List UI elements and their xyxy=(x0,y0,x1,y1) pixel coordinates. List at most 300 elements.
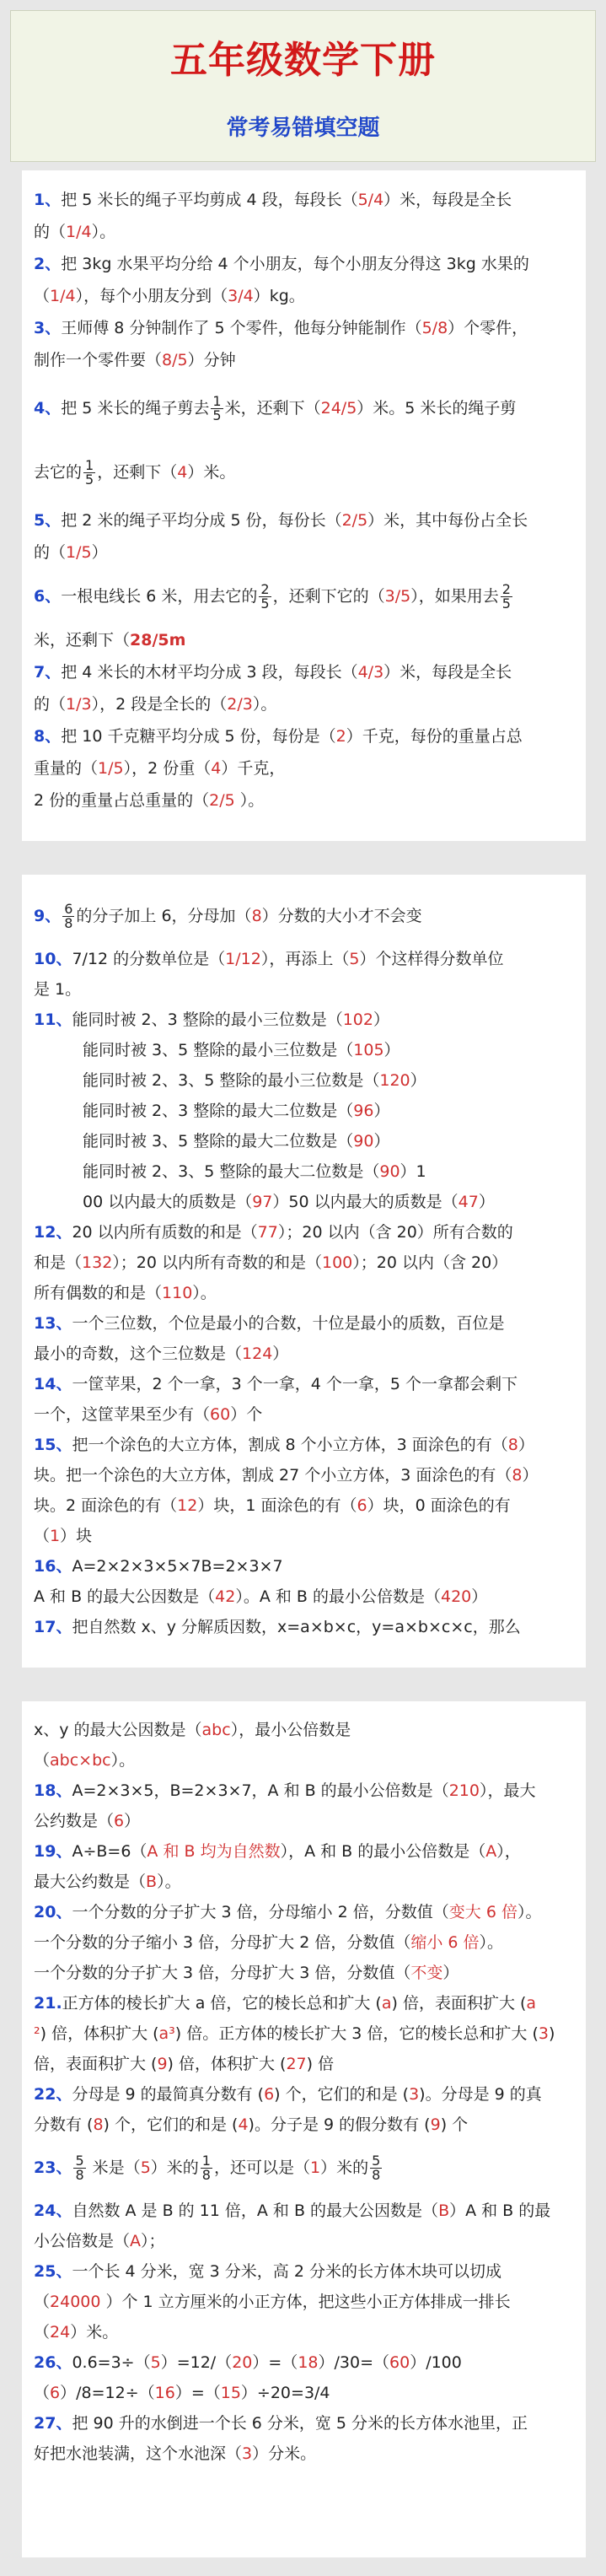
answer-text: 2 xyxy=(335,727,346,746)
question-text: 一个分数的分子缩小 3 倍，分母扩大 2 倍，分数值（ xyxy=(34,1933,411,1952)
question-text: 一筐苹果，2 个一拿，3 个一拿，4 个一拿，5 个一拿都会剩下 xyxy=(72,1375,518,1393)
question-text: 所有偶数的和是（ xyxy=(34,1284,163,1302)
answer-text: 3 xyxy=(409,2085,420,2104)
question-line xyxy=(34,1776,577,1806)
question-number: 12、 xyxy=(34,1223,72,1242)
fraction xyxy=(501,583,512,611)
question-line xyxy=(34,248,577,280)
answer-text: 6 xyxy=(114,1812,125,1830)
question-line xyxy=(34,1612,577,1642)
question-line xyxy=(34,1867,577,1897)
question-text: 把 5 米长的绳子剪去 xyxy=(61,399,210,418)
question-text: （ xyxy=(34,2323,51,2342)
question-text: ），A 和 B 的最小公倍数是（ xyxy=(280,1842,486,1861)
question-number: 11、 xyxy=(34,1010,72,1029)
question-line xyxy=(34,1836,577,1867)
question-text: 倍，表面积扩大 ( xyxy=(34,2055,158,2073)
question-line xyxy=(34,504,577,536)
answer-text: 12 xyxy=(177,1496,198,1515)
answer-text: 96 xyxy=(353,1102,374,1120)
answer-text: 1/5 xyxy=(98,759,124,778)
question-text: 能同时被 3、5 整除的最大二位数是（ xyxy=(83,1132,354,1151)
question-text: 分数有 ( xyxy=(34,2115,94,2134)
answer-text: 1 xyxy=(310,2158,321,2177)
question-text: 米是（ xyxy=(87,2158,141,2177)
question-line xyxy=(34,2317,577,2347)
question-number: 5、 xyxy=(34,511,62,530)
question-line xyxy=(34,2439,577,2469)
answer-text: 不变 xyxy=(410,1964,443,1982)
question-text: 00 以内最大的质数是（ xyxy=(83,1193,253,1211)
answer-text: 15 xyxy=(220,2384,241,2402)
question-text: 把 10 千克糖平均分成 5 份，每份是（ xyxy=(61,727,336,746)
question-line xyxy=(34,720,577,752)
question-text: ）米。 xyxy=(187,463,236,482)
question-number: 9、 xyxy=(34,907,62,925)
answer-text: 60 xyxy=(389,2353,410,2372)
question-text: ），2 段是全长的（ xyxy=(91,695,228,714)
answer-text: 3/5 xyxy=(384,587,411,606)
question-text: 把 4 米长的木材平均分成 3 段，每段长（ xyxy=(61,663,358,682)
answer-text: 100 xyxy=(322,1253,353,1272)
question-text: 把 90 升的水倒进一个长 6 分米，宽 5 分米的长方体水池里，正 xyxy=(72,2414,528,2433)
question-number: 4、 xyxy=(34,399,62,418)
question-text: 能同时被 2、3、5 整除的最小三位数是（ xyxy=(83,1071,380,1090)
question-text: ）块，1 面涂色的有（ xyxy=(197,1496,357,1515)
question-text: ）个 1 立方厘米的小正方体，把这些小正方体排成一排长 xyxy=(100,2293,511,2311)
question-line xyxy=(34,1126,577,1156)
fraction-numerator: 1 xyxy=(85,457,94,473)
question-number: 26、 xyxy=(34,2353,72,2372)
question-text: ）/8=12÷（ xyxy=(60,2384,155,2402)
question-text: （ xyxy=(34,2293,51,2311)
question-line xyxy=(34,2408,577,2439)
question-text: ） xyxy=(373,1132,390,1151)
question-line xyxy=(34,2140,577,2196)
answer-text: 6 xyxy=(50,2384,61,2402)
answer-text: 4 xyxy=(211,759,222,778)
question-line xyxy=(34,656,577,688)
question-line xyxy=(34,1521,577,1551)
question-text: 把 5 米长的绳子平均剪成 4 段，每段长（ xyxy=(61,191,358,209)
question-text: 把一个涂色的大立方体，割成 8 个小立方体，3 面涂色的有（ xyxy=(72,1436,508,1454)
answer-text: 9 xyxy=(157,2055,168,2073)
question-text: ）50 以内最大的质数是（ xyxy=(272,1193,459,1211)
answer-text: 5 xyxy=(140,2158,151,2177)
question-line xyxy=(34,1308,577,1339)
question-text: ）。 xyxy=(479,1933,504,1952)
question-text: ）÷20=3/4 xyxy=(240,2384,330,2402)
answer-text: 105 xyxy=(353,1041,384,1059)
question-number: 18、 xyxy=(34,1781,72,1800)
question-line xyxy=(34,2378,577,2408)
answer-text: 8/5 xyxy=(162,351,188,369)
question-text: 的（ xyxy=(34,543,67,562)
fraction xyxy=(201,2154,212,2182)
question-text: 块。2 面涂色的有（ xyxy=(34,1496,178,1515)
question-text: ）分米。 xyxy=(252,2444,317,2463)
question-number: 2、 xyxy=(34,255,62,273)
question-text: ）， xyxy=(496,1842,521,1861)
answer-text: a xyxy=(381,1994,392,2013)
question-text: ）A 和 B 的最 xyxy=(449,2201,551,2220)
question-line xyxy=(34,1339,577,1369)
question-text: 自然数 A 是 B 的 11 倍，A 和 B 的最大公因数是（ xyxy=(72,2201,439,2220)
question-number: 10、 xyxy=(34,950,72,968)
answer-text: 6 xyxy=(264,2085,275,2104)
fraction-denominator: 8 xyxy=(201,2167,211,2183)
question-text: ） xyxy=(272,1345,289,1363)
question-text: ）千克， xyxy=(221,759,286,778)
question-text: ）米，每段是全长 xyxy=(383,663,512,682)
question-text: ） xyxy=(410,1071,426,1090)
question-line xyxy=(34,1096,577,1126)
answer-text: 97 xyxy=(252,1193,273,1211)
answer-text: 16 xyxy=(154,2384,175,2402)
answer-text: 1/5 xyxy=(66,543,92,562)
question-text: ，还剩下（ xyxy=(97,463,178,482)
question-line xyxy=(34,2079,577,2110)
question-text: 去它的 xyxy=(34,463,83,482)
question-text: 正方体的棱长扩大 a 倍，它的棱长总和扩大 ( xyxy=(62,1994,382,2013)
question-text: ） xyxy=(471,1587,488,1606)
question-text: 的（ xyxy=(34,223,67,241)
question-text: 把 2 米的绳子平均分成 5 份，每份长（ xyxy=(61,511,342,530)
answer-text: 420 xyxy=(441,1587,472,1606)
question-number: 23、 xyxy=(34,2158,72,2177)
fraction xyxy=(259,583,271,611)
fraction-numerator: 5 xyxy=(75,2153,84,2169)
question-line xyxy=(34,1927,577,1958)
question-line xyxy=(34,1217,577,1248)
answer-text: 5/8 xyxy=(421,319,448,337)
answer-text: 6 xyxy=(357,1496,367,1515)
question-text: 一个，这筐苹果至少有（ xyxy=(34,1405,211,1424)
question-text: )。分子是 9 的假分数有 ( xyxy=(248,2115,431,2134)
question-line xyxy=(34,536,577,569)
question-text: ）分数的大小才不会变 xyxy=(261,907,422,925)
question-text: 一个分数的分子扩大 3 倍，分母缩小 2 倍，分数值（ xyxy=(72,1903,449,1921)
fraction xyxy=(62,903,74,930)
question-line xyxy=(34,2226,577,2256)
question-line xyxy=(34,1278,577,1308)
question-text: ）。 xyxy=(234,791,265,810)
question-line xyxy=(34,1745,577,1776)
question-text: 公约数是（ xyxy=(34,1812,115,1830)
answer-text: 8 xyxy=(93,2115,104,2134)
answer-text: 变大 6 倍 xyxy=(448,1903,518,1921)
answer-text: B xyxy=(146,1873,158,1891)
question-number: 19、 xyxy=(34,1842,72,1861)
fraction-denominator: 8 xyxy=(75,2167,84,2183)
question-text: 的分子加上 6，分母加（ xyxy=(76,907,252,925)
answer-text: 1/3 xyxy=(66,695,92,714)
question-text: ）个这样得分数单位 xyxy=(359,950,504,968)
question-line xyxy=(34,2287,577,2317)
question-line xyxy=(34,1430,577,1460)
answer-text: 210 xyxy=(448,1781,480,1800)
question-number: 25、 xyxy=(34,2262,72,2281)
question-text: ），再添上（ xyxy=(260,950,350,968)
answer-text: 3/4 xyxy=(228,287,254,305)
question-text: ）米的 xyxy=(320,2158,369,2177)
fraction-numerator: 6 xyxy=(64,901,73,917)
question-number: 21. xyxy=(34,1994,62,2013)
answer-text: 1 xyxy=(50,1527,61,1545)
answer-text: a xyxy=(526,1994,537,2013)
answer-text: 8 xyxy=(512,1466,523,1485)
question-line xyxy=(34,1065,577,1096)
question-number: 22、 xyxy=(34,2085,72,2104)
answer-text: 3 xyxy=(242,2444,253,2463)
question-text: ）。 xyxy=(252,695,277,714)
fraction-denominator: 5 xyxy=(212,407,222,423)
answer-text: 24000 xyxy=(50,2293,101,2311)
question-text: 一个分数的分子扩大 3 倍，分母扩大 3 倍，分数值（ xyxy=(34,1964,411,1982)
question-text: ）个 xyxy=(230,1405,263,1424)
answer-text: 102 xyxy=(342,1010,373,1029)
question-text: 制作一个零件要（ xyxy=(34,351,163,369)
question-text: ）米的 xyxy=(150,2158,199,2177)
answer-text: 90 xyxy=(379,1162,400,1181)
question-text: ），如果用去 xyxy=(410,587,499,606)
question-text: ) 倍，体积扩大 ( xyxy=(167,2055,287,2073)
answer-text: 24 xyxy=(50,2323,71,2342)
question-line xyxy=(34,944,577,974)
question-line xyxy=(34,2347,577,2378)
answer-text: 20 xyxy=(232,2353,253,2372)
fraction-numerator: 1 xyxy=(212,393,222,409)
answer-text: 18 xyxy=(298,2353,319,2372)
answer-text: 42 xyxy=(215,1587,236,1606)
fraction-numerator: 1 xyxy=(201,2153,211,2169)
question-text: 最小的奇数，这个三位数是（ xyxy=(34,1345,243,1363)
question-line xyxy=(34,184,577,216)
question-text: ） xyxy=(373,1010,389,1029)
question-text: 能同时被 2、3 整除的最小三位数是（ xyxy=(72,1010,343,1029)
fraction-denominator: 5 xyxy=(501,595,511,612)
fraction-numerator: 5 xyxy=(372,2153,381,2169)
answer-text: 1/4 xyxy=(66,223,92,241)
question-text: ）。 xyxy=(110,1751,136,1770)
question-text: A=2×3×5，B=2×3×7，A 和 B 的最小公倍数是（ xyxy=(72,1781,449,1800)
question-text: ）分钟 xyxy=(187,351,236,369)
answer-text: 24/5 xyxy=(320,399,357,418)
question-line xyxy=(34,344,577,376)
answer-text: 90 xyxy=(353,1132,374,1151)
question-text: ）； xyxy=(141,2232,165,2250)
fraction xyxy=(73,2154,85,2182)
question-line xyxy=(34,2256,577,2287)
question-text: ）kg。 xyxy=(253,287,305,305)
answer-text: a³ xyxy=(158,2024,175,2043)
question-line xyxy=(34,2049,577,2079)
question-line xyxy=(34,1582,577,1612)
question-line xyxy=(34,1187,577,1217)
question-number: 15、 xyxy=(34,1436,72,1454)
question-text: ），每个小朋友分到（ xyxy=(75,287,228,305)
question-line xyxy=(34,1958,577,1988)
answer-text: 2/5 xyxy=(341,511,368,530)
question-line xyxy=(34,440,577,504)
fraction-numerator: 2 xyxy=(501,581,511,597)
question-text: 一个三位数，个位是最小的合数，十位是最小的质数，百位是 xyxy=(72,1314,505,1333)
question-text: ）米，每段是全长 xyxy=(383,191,512,209)
question-line xyxy=(34,1551,577,1582)
fraction-denominator: 8 xyxy=(372,2167,381,2183)
question-line xyxy=(34,624,577,656)
question-number: 6、 xyxy=(34,587,62,606)
question-number: 24、 xyxy=(34,2201,72,2220)
question-text: 米，还剩下（ xyxy=(224,399,321,418)
question-text: ）米。5 米长的绳子剪 xyxy=(357,399,517,418)
question-text: 米，还剩下（ xyxy=(34,631,131,649)
question-line xyxy=(34,2110,577,2140)
answer-text: 9 xyxy=(430,2115,441,2134)
fraction-denominator: 8 xyxy=(64,915,73,931)
question-line xyxy=(34,1988,577,2018)
answer-text: B xyxy=(438,2201,450,2220)
fraction xyxy=(211,395,223,423)
question-text: 重量的（ xyxy=(34,759,99,778)
question-text: ）/100 xyxy=(410,2353,462,2372)
question-text: （ xyxy=(34,1751,51,1770)
question-text: 的（ xyxy=(34,695,67,714)
question-line xyxy=(34,1035,577,1065)
question-number: 3、 xyxy=(34,319,62,337)
question-text: ） xyxy=(383,1041,400,1059)
answer-text: abc xyxy=(201,1721,231,1739)
question-text: ) 个 xyxy=(440,2115,469,2134)
question-line xyxy=(34,216,577,248)
fraction xyxy=(370,2154,382,2182)
question-text: ）=（ xyxy=(174,2384,221,2402)
question-text: （ xyxy=(34,287,51,305)
question-line xyxy=(34,888,577,944)
question-text: 分母是 9 的最简真分数有 ( xyxy=(72,2085,265,2104)
question-text: 小公倍数是（ xyxy=(34,2232,131,2250)
question-text: ） xyxy=(91,543,108,562)
answer-text: 4/3 xyxy=(357,663,384,682)
question-number: 7、 xyxy=(34,663,62,682)
question-text: ）块 xyxy=(60,1527,93,1545)
question-line xyxy=(34,1715,577,1745)
question-text: ）块，0 面涂色的有 xyxy=(367,1496,511,1515)
answer-text: 47 xyxy=(458,1193,479,1211)
question-text: ）米，其中每份占全长 xyxy=(367,511,528,530)
question-line xyxy=(34,312,577,344)
question-number: 13、 xyxy=(34,1314,72,1333)
question-number: 1、 xyxy=(34,191,62,209)
question-text: ）。 xyxy=(157,1873,181,1891)
question-text: ） xyxy=(124,1812,141,1830)
answer-text: 1/4 xyxy=(50,287,76,305)
question-number: 8、 xyxy=(34,727,62,746)
answer-text: A 和 B 均为自然数 xyxy=(147,1842,281,1861)
question-line xyxy=(34,1897,577,1927)
answer-text: ² xyxy=(34,2024,40,2043)
question-text: ）/30=（ xyxy=(318,2353,389,2372)
question-text: 和是（ xyxy=(34,1253,83,1272)
answer-text: 1/12 xyxy=(225,950,261,968)
answer-text: abc×bc xyxy=(50,1751,111,1770)
answer-text: 4 xyxy=(177,463,188,482)
question-card-3 xyxy=(22,1701,586,2557)
question-number: 14、 xyxy=(34,1375,72,1393)
question-card-2 xyxy=(22,875,586,1668)
question-text: ） xyxy=(442,1964,459,1982)
question-text: ）；20 以内所有奇数的和是（ xyxy=(112,1253,322,1272)
answer-text: 27 xyxy=(286,2055,307,2073)
answer-text: 2/5 xyxy=(209,791,235,810)
question-line xyxy=(34,1806,577,1836)
answer-text: 110 xyxy=(162,1284,193,1302)
question-text: ，还可以是（ xyxy=(213,2158,310,2177)
question-text: ）=（ xyxy=(252,2353,298,2372)
answer-text: 120 xyxy=(379,1071,410,1090)
question-text: 把自然数 x、y 分解质因数，x=a×b×c，y=a×b×c×c，那么 xyxy=(72,1618,521,1636)
fraction-numerator: 2 xyxy=(260,581,270,597)
header-banner xyxy=(10,10,596,162)
answer-text: A xyxy=(130,2232,142,2250)
question-text: ） xyxy=(518,1436,534,1454)
fraction-denominator: 5 xyxy=(260,595,270,612)
question-text: ) 倍，表面积扩大 ( xyxy=(391,1994,527,2013)
question-text: 把 3kg 水果平均分给 4 个小朋友，每个小朋友分得这 3kg 水果的 xyxy=(61,255,529,273)
question-text: ），最小公倍数是 xyxy=(230,1721,351,1739)
question-text: ） xyxy=(522,1466,539,1485)
question-line xyxy=(34,376,577,440)
question-text: ） xyxy=(478,1193,495,1211)
question-line xyxy=(34,1490,577,1521)
question-text: 是 1。 xyxy=(34,980,82,999)
answer-bold: 28/5m xyxy=(130,631,186,649)
answer-text: 124 xyxy=(242,1345,273,1363)
answer-text: 5 xyxy=(349,950,360,968)
answer-text: 4 xyxy=(238,2115,249,2134)
question-number: 17、 xyxy=(34,1618,72,1636)
answer-text: 5 xyxy=(150,2353,161,2372)
question-text: ）1 xyxy=(400,1162,426,1181)
question-text: ) 倍，体积扩大 ( xyxy=(40,2024,159,2043)
answer-text: 5/4 xyxy=(357,191,384,209)
question-text: 一个长 4 分米，宽 3 分米，高 2 分米的长方体木块可以切成 xyxy=(72,2262,501,2281)
question-line xyxy=(34,974,577,1005)
answer-text: A xyxy=(485,1842,497,1861)
question-text: A=2×2×3×5×7B=2×3×7 xyxy=(72,1557,283,1576)
question-line xyxy=(34,752,577,784)
answer-text: 缩小 6 倍 xyxy=(410,1933,480,1952)
question-line xyxy=(34,688,577,720)
question-text: A÷B=6（ xyxy=(72,1842,147,1861)
question-number: 20、 xyxy=(34,1903,72,1921)
answer-text: 2/3 xyxy=(227,695,253,714)
question-text: x、y 的最大公因数是（ xyxy=(34,1721,202,1739)
question-text: )。分母是 9 的真 xyxy=(419,2085,542,2104)
question-text: ）千克，每份的重量占总 xyxy=(346,727,523,746)
question-line xyxy=(34,569,577,624)
question-text: ）=12/（ xyxy=(160,2353,233,2372)
question-text: （ xyxy=(34,1527,51,1545)
question-text: 最大公约数是（ xyxy=(34,1873,147,1891)
question-text: ）个零件， xyxy=(448,319,528,337)
answer-text: 60 xyxy=(210,1405,231,1424)
question-text: ）。 xyxy=(91,223,116,241)
question-text: ）；20 以内（含 20） xyxy=(352,1253,508,1272)
question-line xyxy=(34,1460,577,1490)
question-text: ) 个，它们的和是 ( xyxy=(274,2085,410,2104)
question-text: 块。把一个涂色的大立方体，割成 27 个小立方体，3 面涂色的有（ xyxy=(34,1466,512,1485)
